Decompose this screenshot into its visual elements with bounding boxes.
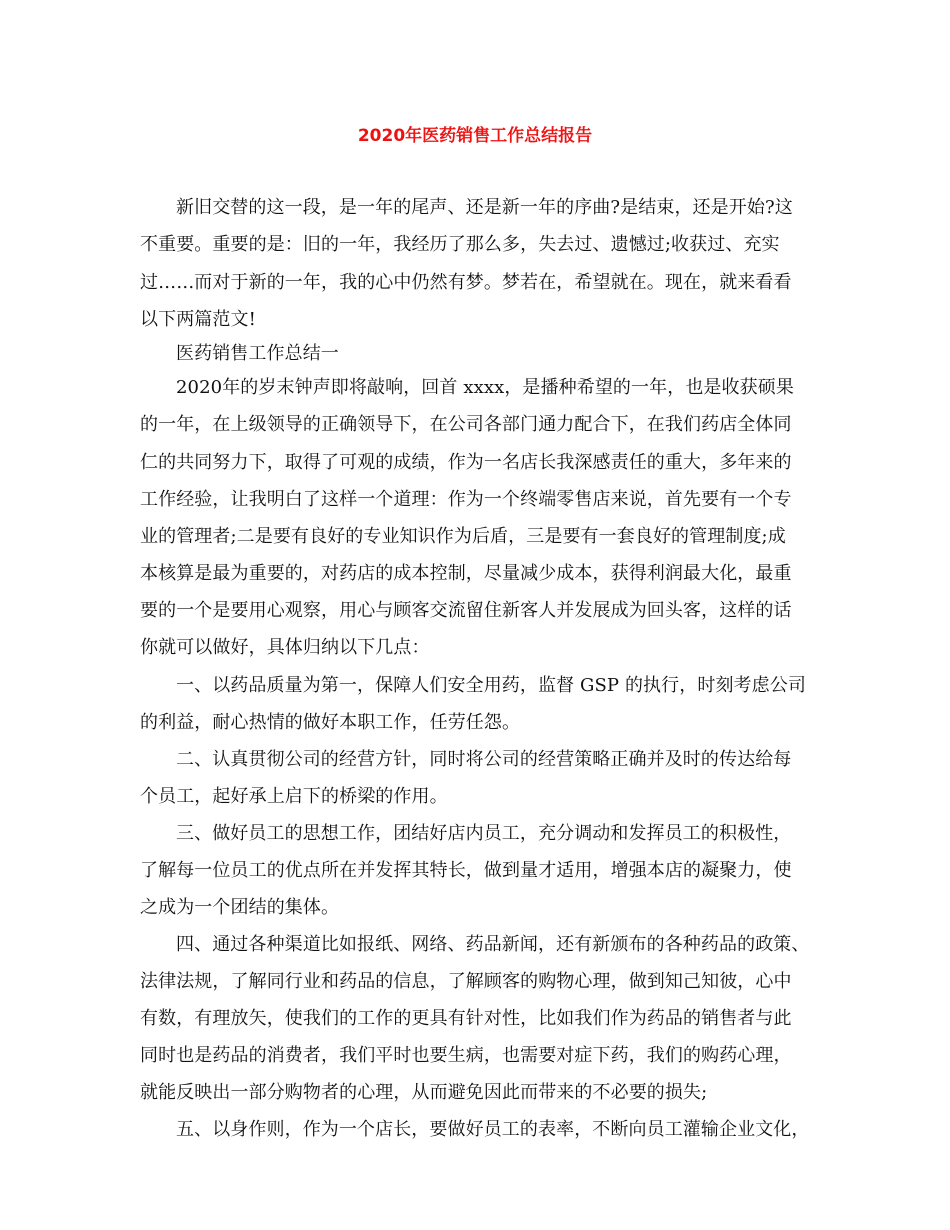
body-line: 有数，有理放矢，使我们的工作的更具有针对性，比如我们作为药品的销售者与此 [140, 1008, 792, 1029]
body-line: 要的一个是要用心观察，用心与顾客交流留住新客人并发展成为回头客，这样的话 [140, 600, 792, 621]
body-line: 过……而对于新的一年，我的心中仍然有梦。梦若在，希望就在。现在，就来看看 [140, 272, 792, 293]
body-line: 的一年，在上级领导的正确领导下，在公司各部门通力配合下，在我们药店全体同 [140, 414, 792, 435]
body-line: 五、以身作则，作为一个店长，要做好员工的表率，不断向员工灌输企业文化， [176, 1119, 810, 1140]
body-line: 工作经验，让我明白了这样一个道理：作为一个终端零售店来说，首先要有一个专 [140, 489, 792, 510]
body-line: 你就可以做好，具体归纳以下几点： [140, 637, 430, 658]
body-line: 的利益，耐心热情的做好本职工作，任劳任怨。 [140, 712, 521, 733]
document-title: 2020年医药销售工作总结报告 [357, 126, 593, 146]
body-line: 2020年的岁末钟声即将敲响，回首 xxxx，是播种希望的一年，也是收获硕果 [176, 377, 794, 398]
body-line: 本核算是最为重要的，对药店的成本控制，尽量减少成本，获得利润最大化，最重 [140, 563, 792, 584]
body-line: 就能反映出一部分购物者的心理，从而避免因此而带来的不必要的损失; [140, 1082, 708, 1103]
body-line: 四、通过各种渠道比如报纸、网络、药品新闻，还有新颁布的各种药品的政策、 [176, 934, 810, 955]
body-line: 三、做好员工的思想工作，团结好店内员工，充分调动和发挥员工的积极性， [176, 823, 792, 844]
body-line: 新旧交替的这一段，是一年的尾声、还是新一年的序曲?是结束，还是开始?这 [176, 197, 793, 218]
body-line: 之成为一个团结的集体。 [140, 897, 340, 918]
body-line: 以下两篇范文! [140, 309, 256, 330]
body-line: 不重要。重要的是：旧的一年，我经历了那么多，失去过、遗憾过;收获过、充实 [140, 234, 780, 255]
body-line: 同时也是药品的消费者，我们平时也要生病，也需要对症下药，我们的购药心理， [140, 1045, 792, 1066]
body-line: 法律法规，了解同行业和药品的信息，了解顾客的购物心理，做到知己知彼，心中 [140, 971, 792, 992]
body-line: 业的管理者;二是要有良好的专业知识作为后盾，三是要有一套良好的管理制度;成 [140, 526, 786, 547]
body-line: 一、以药品质量为第一，保障人们安全用药，监督 GSP 的执行，时刻考虑公司 [176, 675, 806, 696]
body-line: 仁的共同努力下，取得了可观的成绩，作为一名店长我深感责任的重大，多年来的 [140, 452, 792, 473]
body-line: 了解每一位员工的优点所在并发挥其特长，做到量才适用，增强本店的凝聚力，使 [140, 860, 792, 881]
body-line: 个员工，起好承上启下的桥梁的作用。 [140, 786, 448, 807]
section-heading: 医药销售工作总结一 [176, 343, 339, 364]
body-line: 二、认真贯彻公司的经营方针，同时将公司的经营策略正确并及时的传达给每 [176, 749, 792, 770]
